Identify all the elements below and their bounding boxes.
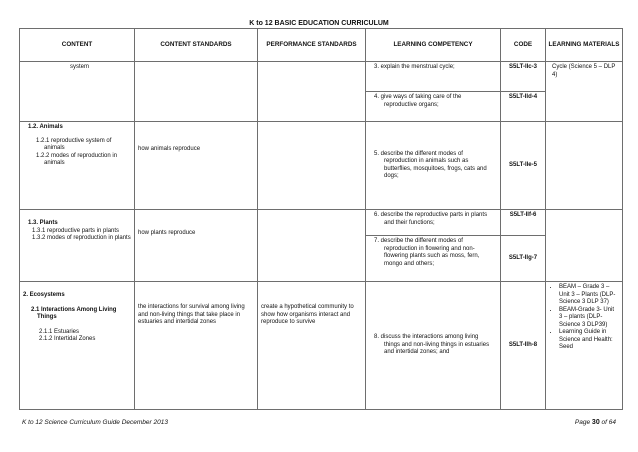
performance-standard-cell [258, 122, 366, 210]
table-row [20, 282, 623, 410]
materials-list [549, 284, 619, 352]
content-standard-text: how animals reproduce [138, 146, 201, 152]
table-row [20, 210, 623, 236]
competency-cell [366, 92, 501, 122]
code-cell: S5LT-IIe-5 [501, 122, 546, 210]
table-row [20, 62, 623, 92]
materials-cell [546, 282, 623, 410]
header-content: CONTENT [20, 29, 135, 62]
code-cell: S5LT-IIg-7 [501, 236, 546, 282]
competency-text: 4. give ways of taking care of the reproductive organs; [374, 94, 462, 108]
materials-cell [546, 62, 623, 122]
footer-page-number [575, 419, 616, 426]
header-performance-standards: PERFORMANCE STANDARDS [258, 29, 366, 62]
competency-text: 8. discuss the interactions among living things and non-living things in estuaries and intertidal zones; and [374, 334, 490, 356]
content-cell [20, 122, 135, 210]
competency-cell [366, 282, 501, 410]
topic-title: 1.3. Plants [28, 220, 58, 226]
header-learning-materials: LEARNING MATERIALS [546, 29, 623, 62]
topic-title: 2. Ecosystems [23, 292, 65, 298]
performance-standard-cell [258, 282, 366, 410]
header-content-standards: CONTENT STANDARDS [135, 29, 258, 62]
competency-cell [366, 62, 501, 92]
content-standard-cell [135, 210, 258, 282]
code-cell: S5LT-IIf-6 [501, 210, 546, 236]
competency-cell [366, 236, 501, 282]
header-code: CODE [501, 29, 546, 62]
performance-standard-cell [258, 210, 366, 282]
subtopic-item: 1.3.2 modes of reproduction in plants [32, 235, 131, 241]
header-learning-competency: LEARNING COMPETENCY [366, 29, 501, 62]
materials-item: • BEAM – Grade 3 – Unit 3 – Plants (DLP-Science 3 DLP 37) [559, 284, 619, 307]
content-cell [20, 62, 135, 122]
code-cell: S5LT-IIh-8 [501, 282, 546, 410]
subtopic-item: 1.2.2 modes of reproduction in animals [36, 152, 118, 166]
table-row [20, 122, 623, 210]
performance-standard-text: create a hypothetical community to show how organisms interact and reproduce to survive [261, 304, 354, 325]
subtopic-item: 1.3.1 reproductive parts in plants [32, 227, 120, 234]
subtopic-item: 2.1.2 Intertidal Zones [39, 336, 96, 342]
content-cell [20, 210, 135, 282]
materials-cell [546, 122, 623, 210]
content-standard-cell [135, 282, 258, 410]
materials-item: • BEAM-Grade 3- Unit 3 – plants (DLP-Science 3 DLP39) [559, 307, 619, 330]
content-text: system [70, 64, 90, 70]
content-standard-text: how plants reproduce [138, 230, 196, 236]
topic-title: 1.2. Animals [28, 124, 63, 130]
competency-cell [366, 122, 501, 210]
subtopic-item: 2.1.1 Estuaries [39, 328, 80, 335]
materials-cell [546, 210, 623, 282]
content-cell [20, 282, 135, 410]
page-suffix: of 64 [601, 419, 616, 426]
code-cell: S5LT-IIc-3 [501, 62, 546, 92]
content-standard-text: the interactions for survival among living and non-living things that take place in estuaries and intertidal zones [138, 304, 245, 325]
code-cell: S5LT-IId-4 [501, 92, 546, 122]
header-row [20, 29, 623, 62]
page-current: 30 [591, 419, 600, 426]
subtopic-title: 2.1 Interactions Among Living Things [31, 306, 117, 320]
document-title: K to 12 BASIC EDUCATION CURRICULUM [249, 20, 389, 27]
competency-text: 5. describe the different modes of reproduction in animals such as butterflies, mosquitoes, frogs, cats and dogs; [374, 150, 487, 179]
curriculum-table [19, 28, 623, 410]
materials-text: Cycle (Science 5 – DLP 4) [552, 64, 616, 78]
competency-text: 3. explain the menstrual cycle; [374, 64, 455, 70]
competency-text: 7. describe the different modes of reproduction in flowering and non-flowering plants such as moss, fern, mongo and others; [374, 238, 480, 267]
subtopic-item: 1.2.1 reproductive system of animals [36, 137, 112, 151]
content-standard-cell [135, 122, 258, 210]
materials-item: • Learning Guide in Science and Health: Seed [559, 329, 619, 352]
competency-text: 6. describe the reproductive parts in plants and their functions; [374, 212, 488, 226]
page-prefix: Page [574, 419, 591, 426]
footer-guide-title: K to 12 Science Curriculum Guide December 2013 [22, 419, 168, 426]
content-standard-cell [135, 62, 258, 122]
performance-standard-cell [258, 62, 366, 122]
competency-cell [366, 210, 501, 236]
